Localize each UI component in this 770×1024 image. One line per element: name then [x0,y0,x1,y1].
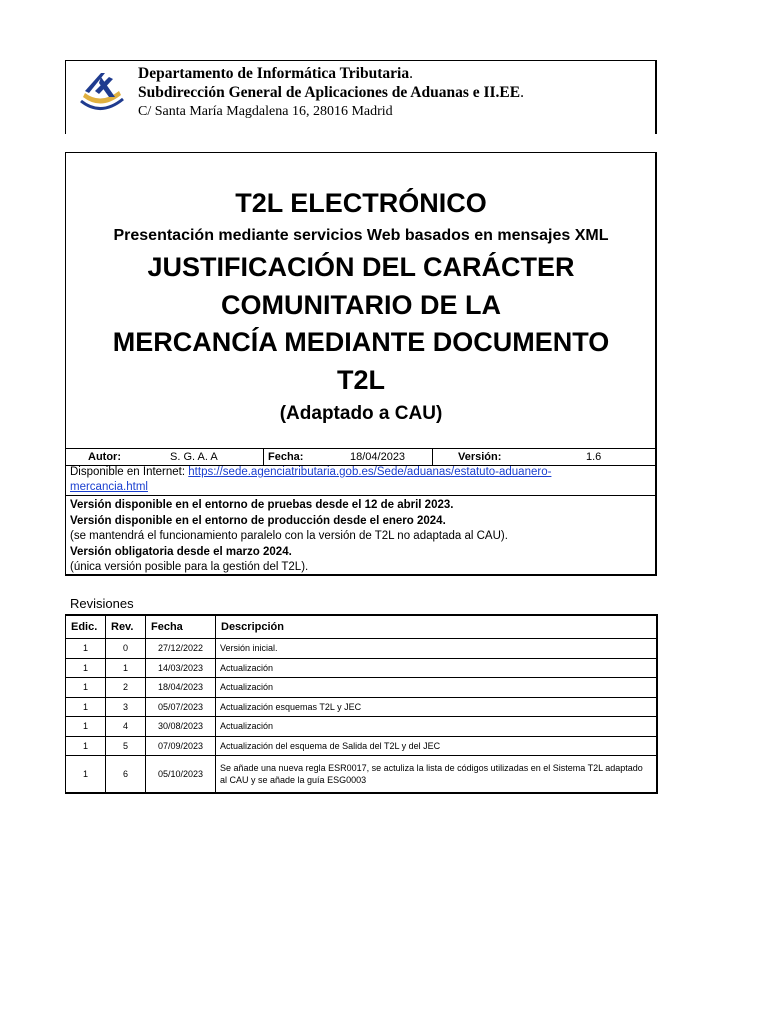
availability-label: Disponible en Internet: [70,466,189,478]
cell-edition: 1 [66,697,106,717]
cell-date: 14/03/2023 [146,658,216,678]
cell-edition: 1 [66,658,106,678]
table-row [66,658,658,678]
info-separator [263,449,264,465]
cell-edition: 1 [66,756,106,794]
document-subtitle: Presentación mediante servicios Web basados en mensajes XML [113,227,609,244]
adapted-note: (Adaptado a CAU) [279,403,443,424]
table-row [66,639,658,659]
header-revision: Rev. [106,615,146,639]
cell-edition: 1 [66,639,106,659]
cell-description: Actualización del esquema de Salida del T2L y del JEC [216,736,658,756]
header-subdirectorate: Subdirección General de Aplicaciones de Aduanas e II.EE. [138,84,524,101]
cell-revision: 2 [106,678,146,698]
cell-date: 30/08/2023 [146,717,216,737]
version-label: Versión: [458,451,502,463]
note-mandatory: Versión obligatoria desde el marzo 2024. [70,545,292,558]
version-notes [70,498,654,576]
cell-revision: 5 [106,736,146,756]
date-label: Fecha: [268,451,304,463]
header-box [65,60,657,134]
heading-line-3: MERCANCÍA MEDIANTE DOCUMENTO [112,327,610,357]
note-production: Versión disponible en el entorno de producción desde el enero 2024. [70,514,446,527]
cell-revision: 3 [106,697,146,717]
author-label: Autor: [88,451,121,463]
title-box [65,152,657,576]
table-row [66,678,658,698]
header-shadow [655,60,657,134]
cell-description: Actualización [216,717,658,737]
cell-description: Se añade una nueva regla ESR0017, se actuliza la lista de códigos utilizadas en el Sistema T2L adaptado al CAU y se añade la guía ESG0003 [216,756,658,794]
cell-description: Actualización esquemas T2L y JEC [216,697,658,717]
header-department: Departamento de Informática Tributaria. [138,65,413,82]
revisions-caption: Revisiones [70,596,134,611]
availability-link[interactable]: https://sede.agenciatributaria.gob.es/Sede/aduanas/estatuto-aduanero- mercancia.html [70,466,552,493]
cell-edition: 1 [66,678,106,698]
cell-description: Actualización [216,678,658,698]
cell-revision: 6 [106,756,146,794]
table-row [66,736,658,756]
cell-description: Actualización [216,658,658,678]
aeat-logo-icon [75,67,127,115]
cell-date: 18/04/2023 [146,678,216,698]
availability-separator [66,495,656,496]
revisions-table [65,614,658,794]
heading-line-4: T2L [336,364,385,395]
note-only-version: (única versión posible para la gestión del T2L). [70,561,309,573]
header-description: Descripción [216,615,658,639]
note-parallel: (se mantendrá el funcionamiento paralelo con la versión de T2L no adaptada al CAU). [70,530,508,542]
author-value: S. G. A. A [170,451,218,463]
header-address: C/ Santa María Magdalena 16, 28016 Madrid [138,104,393,119]
cell-date: 05/07/2023 [146,697,216,717]
cell-description: Versión inicial. [216,639,658,659]
table-row [66,717,658,737]
table-row [66,756,658,794]
table-row [66,697,658,717]
availability-text [70,465,650,495]
cell-date: 07/09/2023 [146,736,216,756]
header-date: Fecha [146,615,216,639]
cell-edition: 1 [66,736,106,756]
cell-edition: 1 [66,717,106,737]
heading-line-1: JUSTIFICACIÓN DEL CARÁCTER [147,252,575,282]
header-edition: Edic. [66,615,106,639]
version-value: 1.6 [586,451,602,463]
document-title: T2L ELECTRÓNICO [235,188,487,218]
cell-revision: 4 [106,717,146,737]
revisions-header-row [66,615,658,639]
info-row [66,448,656,466]
cell-date: 05/10/2023 [146,756,216,794]
date-value: 18/04/2023 [350,451,406,463]
cell-revision: 0 [106,639,146,659]
cell-revision: 1 [106,658,146,678]
info-separator [432,449,433,465]
note-testing: Versión disponible en el entorno de pruebas desde el 12 de abril 2023. [70,499,454,511]
cell-date: 27/12/2022 [146,639,216,659]
heading-line-2: COMUNITARIO DE LA [221,289,501,320]
document-heading [66,249,656,399]
